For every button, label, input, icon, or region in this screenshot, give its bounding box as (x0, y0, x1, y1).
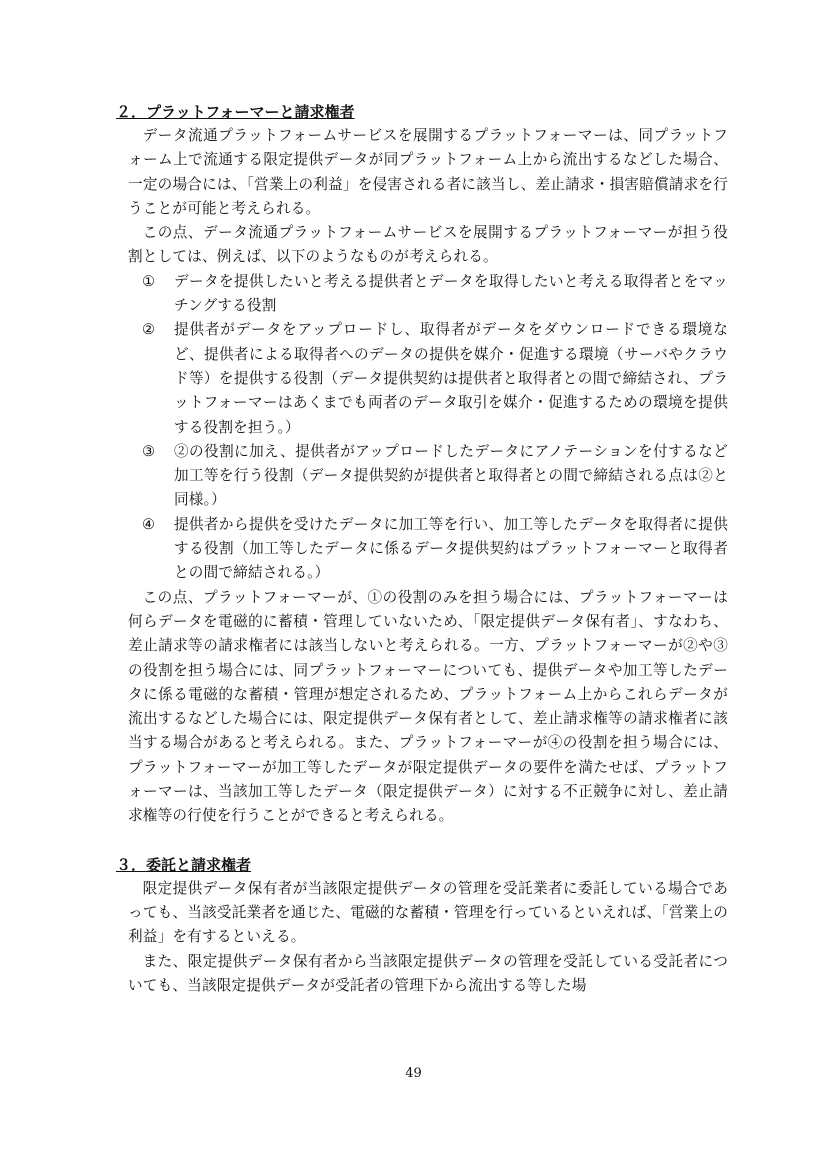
section-3-heading: ３．委託と請求権者 (116, 855, 252, 874)
page-content (116, 100, 728, 998)
list-item-text: データを提供したいと考える提供者とデータを取得したいと考える取得者とをマッチングする役割 (174, 272, 728, 315)
list-item-text: ②の役割に加え、提供者がアップロードしたデータにアノテーションを付するなど加工等を行う役割（データ提供契約が提供者と取得者との間で締結される点は②と同様。） (174, 442, 728, 509)
page-number: 49 (405, 1066, 422, 1081)
section-spacer (128, 829, 728, 853)
section-3-paragraph-2: また、限定提供データ保有者から当該限定提供データの管理を受託している受託者についても、当該限定提供データが受託者の管理下から流出する等した場 (128, 952, 728, 994)
section-2-paragraph-1: データ流通プラットフォームサービスを展開するプラットフォーマーは、同プラットフォーム上で流通する限定提供データが同プラットフォーム上から流出するなどした場合、一定の場合には、「営業上の利益」を侵害される者に該当し、差止請求・損害賠償請求を行うことが可能と考えられる。 (128, 127, 728, 217)
section-2-paragraph-2: この点、データ流通プラットフォームサービスを展開するプラットフォーマーが担う役割としては、例えば、以下のようなものが考えられる。 (128, 224, 728, 266)
section-2-heading: ２．プラットフォーマーと請求権者 (116, 103, 355, 121)
list-item-text: 提供者がデータをアップロードし、取得者がデータをダウンロードできる環境など、提供者による取得者へのデータの提供を媒介・促進する環境（サーバやクラウド等）を提供する役割（データ提供契約は提供者と取得者との間で締結され、プラットフォーマーはあくまでも両者のデータ取引を媒介・促進するための環境を提供する役割を担う。） (174, 321, 728, 436)
list-item-number: ④ (142, 515, 156, 533)
list-item-text: 提供者から提供を受けたデータに加工等を行い、加工等したデータを取得者に提供する役割（加工等したデータに係るデータ提供契約はプラットフォーマーと取得者との間で締結される。） (174, 515, 728, 582)
list-item (128, 270, 728, 319)
list-item (128, 440, 728, 513)
list-item-number: ① (142, 272, 156, 290)
list-item-number: ② (142, 321, 156, 339)
section-3-paragraph-1: 限定提供データ保有者が当該限定提供データの管理を受託業者に委託している場合であっても、当該受託業者を通じた、電磁的な蓄積・管理を行っているといえれば、「営業上の利益」を有するといえる。 (128, 879, 728, 946)
role-list (128, 270, 728, 586)
list-item (128, 513, 728, 586)
section-2-paragraph-3: この点、プラットフォーマーが、①の役割のみを担う場合には、プラットフォーマーは何らデータを電磁的に蓄積・管理していないため、「限定提供データ保有者」、すなわち、差止請求等の請求権者には該当しないと考えられる。一方、プラットフォーマーが②や③の役割を担う場合には、同プラットフォーマーについても、提供データや加工等したデータに係る電磁的な蓄積・管理が想定されるため、プラットフォーム上からこれらデータが流出するなどした場合には、限定提供データ保有者として、差止請求権等の請求権者に該当する場合があると考えられる。また、プラットフォーマーが④の役割を担う場合には、プラットフォーマーが加工等したデータが限定提供データの要件を満たせば、プラットフォーマーは、当該加工等したデータ（限定提供データ）に対する不正競争に対し、差止請求権等の行使を行うことができると考えられる。 (128, 588, 728, 825)
list-item (128, 318, 728, 439)
list-item-number: ③ (142, 442, 156, 460)
